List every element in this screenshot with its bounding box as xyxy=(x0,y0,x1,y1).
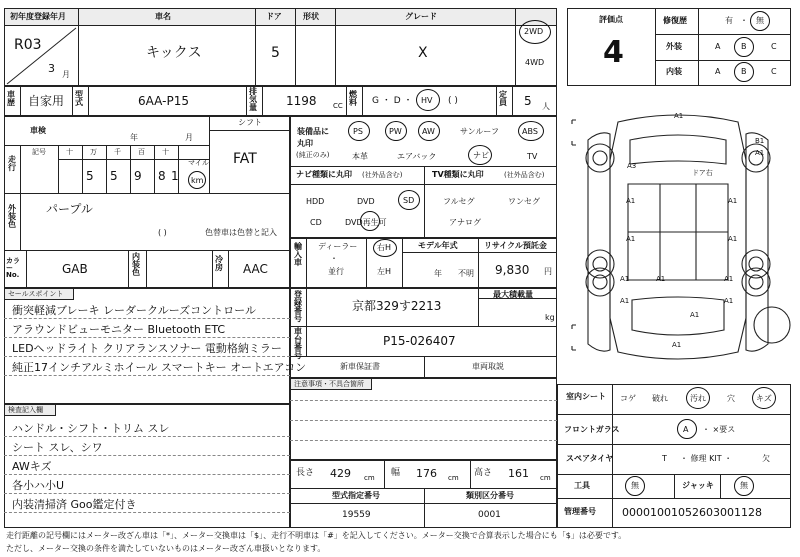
fuel-selected: HV xyxy=(421,96,433,105)
tv-analog: アナログ xyxy=(449,218,481,227)
import-right: 右H xyxy=(377,243,392,252)
ext-b: B xyxy=(741,42,747,51)
diag-mark-15: ドア右 xyxy=(692,169,713,177)
first-reg-label: 初年度登録年月 xyxy=(10,12,66,21)
diag-mark-14: A1 xyxy=(672,341,682,349)
usage-label: 車歴 xyxy=(7,90,15,107)
eq-ps: PS xyxy=(353,127,363,136)
sheet-yabure: 破れ xyxy=(652,394,668,403)
tools-label: 工具 xyxy=(574,481,590,490)
grade-value: X xyxy=(418,45,428,61)
reg-label: 登録番号 xyxy=(294,290,302,323)
chassis-label: 車台番号 xyxy=(294,327,302,360)
fuel-paren: ( ) xyxy=(448,96,458,106)
eq-airbag: エアバック xyxy=(397,152,437,161)
inspector-line-2: AWキズ xyxy=(12,460,52,473)
color-no-label: カラーNo. xyxy=(6,257,20,279)
repair-label: 修復歴 xyxy=(663,16,687,25)
mgmt-value: 0000100105260300​1128 xyxy=(622,506,762,519)
color-note: 色替車は色替と記入 xyxy=(205,228,277,237)
jack-label: ジャッキ xyxy=(682,481,714,490)
spare-none: 欠 xyxy=(762,454,770,463)
diag-mark-1: B1 xyxy=(755,137,765,145)
notes-label: 注意事項・不具合箇所 xyxy=(294,380,364,388)
mileage-digit-4: 1 xyxy=(171,169,179,183)
spare-label: スペアタイヤ xyxy=(566,454,614,463)
digit-header-3: 百 xyxy=(138,148,145,156)
eq-pw: PW xyxy=(389,127,402,136)
usage-value: 自家用 xyxy=(28,94,65,108)
color-note-paren: ( ) xyxy=(158,228,167,237)
repair-nashi: 無 xyxy=(756,16,764,25)
sheet-koge: コゲ xyxy=(620,394,636,403)
ws-a: A xyxy=(683,425,689,434)
ext-a: A xyxy=(715,42,721,51)
inspector-label: 検査記入欄 xyxy=(8,406,43,414)
fuel-options: G ・ D ・ xyxy=(372,96,413,106)
sales-points-label: セールスポイント xyxy=(8,290,64,298)
score-value: 4 xyxy=(603,35,624,70)
height-value: 161 xyxy=(508,467,529,480)
int-a: A xyxy=(715,67,721,76)
row-usage xyxy=(4,86,557,116)
ext-c: C xyxy=(771,42,777,51)
digit-header-1: 万 xyxy=(90,148,97,156)
inspector-line-3: 各小ハ小U xyxy=(12,479,65,492)
color-value: パープル xyxy=(46,202,93,216)
warranty-label: 新車保証書 xyxy=(340,362,380,371)
tools-value: 無 xyxy=(631,481,639,490)
interior-color-label: 内装色 xyxy=(132,252,140,277)
sheet-ana: 穴 xyxy=(727,394,735,403)
diag-mark-0: A1 xyxy=(674,112,684,120)
type-no-value: 19559 xyxy=(342,510,371,520)
digit-header-2: 千 xyxy=(114,148,121,156)
mileage-label: 走行 xyxy=(8,155,16,172)
score-label: 評価点 xyxy=(599,15,623,24)
max-load-label: 最大積載量 xyxy=(493,290,533,299)
class-no-value: 0001 xyxy=(478,510,501,520)
model-value: 6AA-P15 xyxy=(138,94,189,108)
width-cm: cm xyxy=(448,474,459,482)
eq-sunroof: サンルーフ xyxy=(460,127,499,136)
color-no-value: GAB xyxy=(62,262,88,276)
grade-label: グレード xyxy=(405,12,437,21)
jack-value: 無 xyxy=(740,481,748,490)
inspection-year-unit: 年 xyxy=(130,133,138,142)
manual-label: 車両取説 xyxy=(472,362,504,371)
reg-value: 京都329す2213 xyxy=(352,299,442,313)
color-label: 外装色 xyxy=(8,204,16,229)
eq-aw: AW xyxy=(422,127,435,136)
door-label: ドア xyxy=(266,12,282,21)
spare-t: T xyxy=(662,454,667,463)
footer-line-2: ただし、メーター交換の条件を満たしていないものはメーター改ざん車扱いとなります。 xyxy=(6,544,326,553)
digit-header-0: 十 xyxy=(66,148,73,156)
height-label: 高さ xyxy=(474,468,493,478)
inspector-line-0: ハンドル・シフト・トリム スレ xyxy=(12,422,170,435)
km-label: km xyxy=(191,176,204,185)
inspector-line-1: シート スレ、シワ xyxy=(12,441,103,454)
eq-navi: ナビ xyxy=(473,151,489,160)
width-value: 176 xyxy=(416,467,437,480)
inspection-label: 車検 xyxy=(30,126,46,135)
navi-type-sub: (社外品含む) xyxy=(362,171,403,179)
import-dealer: ディーラー xyxy=(318,242,358,251)
diag-mark-11: A1 xyxy=(620,297,630,305)
displacement-label: 排気量 xyxy=(249,87,257,112)
mileage-digit-1: 5 xyxy=(110,169,118,183)
sales-point-line-2: LEDヘッドライト クリアランスソナー 電動格納ミラー xyxy=(12,342,282,355)
nv-dvd: DVD xyxy=(357,197,375,206)
mileage-digit-3: 8 xyxy=(158,169,166,183)
diag-mark-10: A1 xyxy=(724,275,734,283)
cc-unit: CC xyxy=(333,102,343,110)
inspector-line-4: 内装清掃済 Goo鑑定付き xyxy=(12,498,137,511)
recycle-yen: 円 xyxy=(544,267,552,276)
capacity-unit: 人 xyxy=(542,102,550,111)
interior-label: 内装 xyxy=(666,67,682,76)
diag-mark-8: A1 xyxy=(620,275,630,283)
diag-mark-13: A1 xyxy=(690,311,700,319)
max-load-kg: kg xyxy=(545,313,555,322)
sales-point-line-3: 純正17インチアルミホイール スマートキー オートエアコン xyxy=(12,361,307,374)
mileage-sym-label: 記号 xyxy=(32,148,46,156)
mgmt-label: 管理番号 xyxy=(564,507,596,516)
diag-mark-12: A1 xyxy=(724,297,734,305)
model-year-label: モデル年式 xyxy=(418,241,458,250)
diag-mark-5: A1 xyxy=(728,197,738,205)
sheet-yogore: 汚れ xyxy=(690,394,706,403)
car-name-value: キックス xyxy=(146,45,202,61)
nv-sd: SD xyxy=(403,196,415,205)
tv-fullseg: フルセグ xyxy=(443,197,475,206)
shift-value: FAT xyxy=(233,151,257,167)
capacity-label: 定員 xyxy=(499,90,507,107)
length-label: 長さ xyxy=(296,468,315,478)
first-reg-month-unit: 月 xyxy=(62,70,70,79)
tv-type-label: TV種類に丸印 xyxy=(432,170,484,179)
import-label: 輸入車 xyxy=(294,242,302,267)
chassis-value: P15-026407 xyxy=(383,334,456,348)
digit-header-4: 十 xyxy=(162,148,169,156)
recycle-value: 9,830 xyxy=(495,263,530,277)
width-label: 幅 xyxy=(391,468,401,478)
type-no-label: 型式指定番号 xyxy=(332,491,380,500)
import-left: 左H xyxy=(377,267,392,276)
inspection-month-unit: 月 xyxy=(185,133,193,142)
navi-type-label: ナビ種類に丸印 xyxy=(296,170,352,179)
diag-mark-4: A1 xyxy=(626,197,636,205)
import-parallel: 並行 xyxy=(328,267,344,276)
first-reg-era: R03 xyxy=(14,37,42,53)
repair-ari: 有 xyxy=(725,16,733,25)
mile-label: マイル xyxy=(188,159,209,167)
model-year-unknown: 不明 xyxy=(458,269,474,278)
notes-block xyxy=(290,378,557,460)
exterior-label: 外装 xyxy=(666,42,682,51)
diag-mark-3: A3 xyxy=(627,162,637,170)
length-value: 429 xyxy=(330,467,351,480)
nv-dvd-play: DVD再生可 xyxy=(345,218,387,227)
import-dot: ・ xyxy=(330,254,338,263)
capacity-value: 5 xyxy=(524,94,532,108)
diag-mark-9: A1 xyxy=(656,275,666,283)
tv-type-sub: (社外品含む) xyxy=(504,171,545,179)
mileage-digit-0: 5 xyxy=(86,169,94,183)
first-reg-month: 3 xyxy=(48,62,55,75)
drive-2wd: 2WD xyxy=(524,27,544,36)
shift-label: シフト xyxy=(238,118,262,127)
eq-tv: TV xyxy=(527,152,538,161)
recycle-label: リサイクル預託金 xyxy=(484,241,547,250)
aircon-value: AAC xyxy=(243,262,268,276)
ws-mark: ・ ×要ス xyxy=(702,425,736,434)
shape-label: 形状 xyxy=(303,12,319,21)
interior-sheet-label: 室内シート xyxy=(566,392,606,401)
sheet-kizu: キズ xyxy=(756,394,772,403)
length-cm: cm xyxy=(364,474,375,482)
equipment-sub-label: (純正のみ) xyxy=(296,151,330,159)
diag-mark-6: A1 xyxy=(626,235,636,243)
repair-dot: ・ xyxy=(740,16,748,25)
diag-mark-7: A1 xyxy=(728,235,738,243)
nv-cd: CD xyxy=(310,218,322,227)
model-label: 型式 xyxy=(75,90,83,107)
equipment-label: 装備品に丸印 xyxy=(297,127,329,148)
eq-leather: 本革 xyxy=(352,152,368,161)
drive-4wd: 4WD xyxy=(525,58,545,67)
eq-abs: ABS xyxy=(522,127,538,136)
windshield-label: フロントガラス xyxy=(564,425,620,434)
aircon-label: 冷房 xyxy=(215,255,223,272)
int-b: B xyxy=(741,67,747,76)
spare-mid: ・ 修理 KIT ・ xyxy=(680,454,733,463)
fuel-label: 燃料 xyxy=(349,90,357,107)
mileage-digit-2: 9 xyxy=(134,169,142,183)
car-name-label: 車名 xyxy=(155,12,171,21)
sales-point-line-1: アラウンドビューモニター Bluetooth ETC xyxy=(12,323,226,336)
height-cm: cm xyxy=(540,474,551,482)
tv-oneseg: ワンセグ xyxy=(508,197,540,206)
nv-hdd: HDD xyxy=(306,197,325,206)
doors-value: 5 xyxy=(271,45,280,61)
model-year-unit: 年 xyxy=(434,269,442,278)
class-no-label: 類別区分番号 xyxy=(466,491,514,500)
footer-line-1: 走行距離の記号欄にはメーター改ざん車は「*」、メーター交換車は「$」、走行不明車は「#」を記入してください。メーター交換で合算表示した場合にも「$」は必要です。 xyxy=(6,531,627,540)
int-c: C xyxy=(771,67,777,76)
sales-point-line-0: 衝突軽減ブレーキ レーダークルーズコントロール xyxy=(12,304,256,317)
displacement-value: 1198 xyxy=(286,94,317,108)
diag-mark-2: A1 xyxy=(755,149,765,157)
